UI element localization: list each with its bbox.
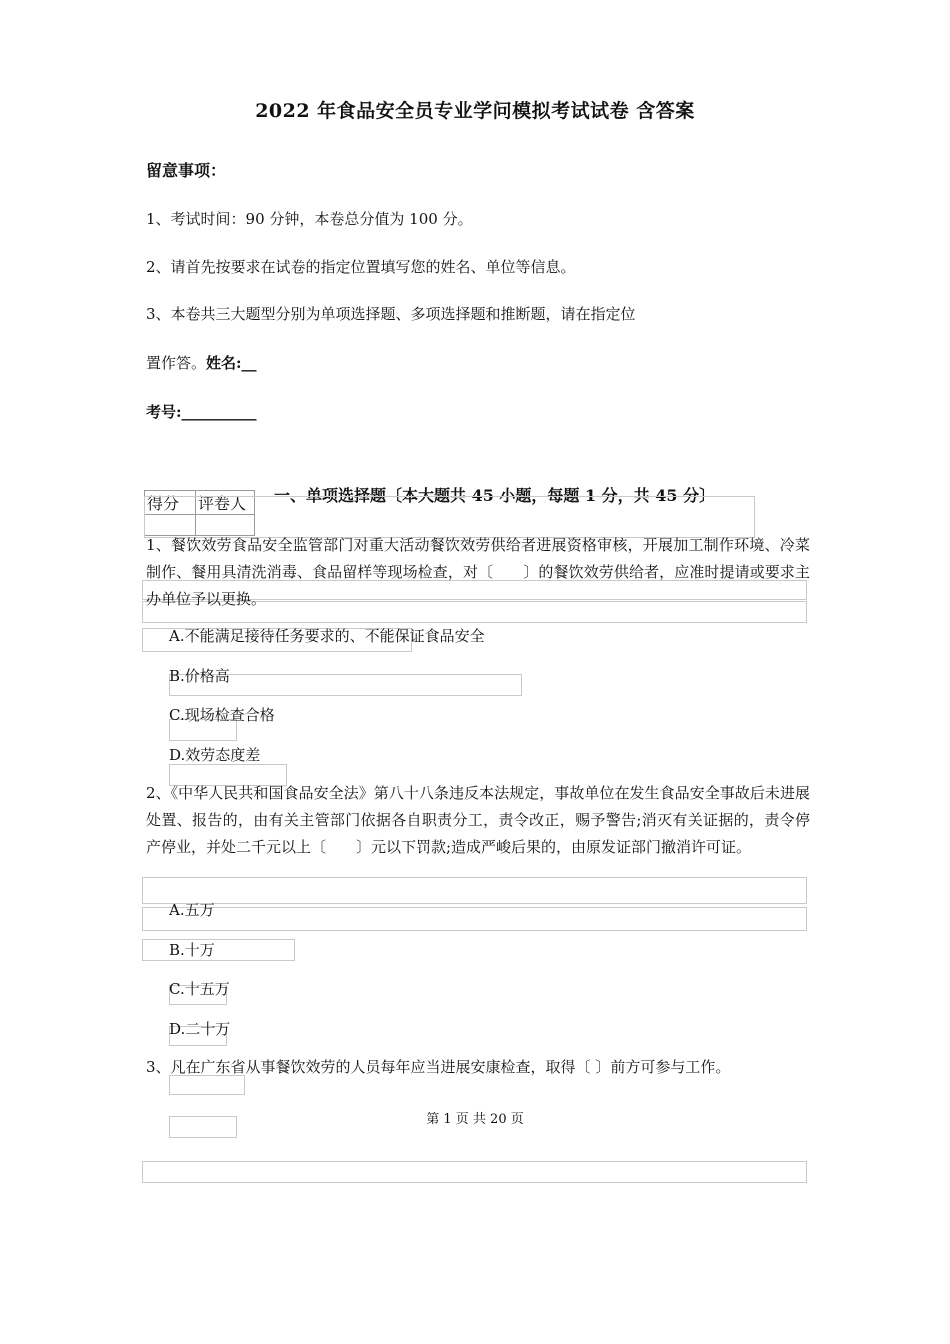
question-2-option-a: A.五万 (169, 901, 215, 919)
question-2-option-c: C.十五万 (169, 980, 230, 998)
question-1-option-d: D.效劳态度差 (169, 746, 261, 764)
notice-heading: 留意事项： (146, 161, 227, 180)
question-1-text: 1、餐饮效劳食品安全监管部门对重大活动餐饮效劳供给者进展资格审核，开展加工制作环境、冷菜制作、餐用具清洗消毒、食品留样等现场检查，对〔 〕的餐饮效劳供给者，应准时提请或要求主办单位予以更换。 (146, 536, 810, 608)
notice-continuation: 置作答。 (146, 354, 207, 372)
question-1-option-a: A.不能满足接待任务要求的、不能保证食品安全 (169, 627, 485, 645)
grader-header: 评卷人 (196, 491, 255, 515)
notice-item-3: 3、本卷共三大题型分别为单项选择题、多项选择题和推断题，请在指定位 (146, 305, 636, 323)
score-header: 得分 (145, 491, 196, 515)
question-2-option-d: D.二十万 (169, 1020, 231, 1038)
form-box (142, 1161, 807, 1183)
notice-item-1: 1、考试时间：90 分钟，本卷总分值为 100 分。 (146, 210, 473, 228)
question-1-option-b: B.价格高 (169, 667, 230, 685)
form-box (142, 877, 807, 904)
name-field-label: 姓名:__ (206, 354, 257, 372)
section-title: 一、单项选择题〔本大题共 45 小题，每题 1 分，共 45 分〕 (274, 486, 716, 505)
question-1-option-c: C.现场检查合格 (169, 706, 275, 724)
question-2-text: 2、《中华人民共和国食品安全法》第八十八条违反本法规定，事故单位在发生食品安全事故后未进展处置、报告的，由有关主管部门依据各自职责分工，责令改正，赐予警告;消灭有关证据的，责令停产停业，并处二千元以上〔 〕元以下罚款;造成严峻后果的，由原发证部门撤消许可证。 (146, 784, 810, 856)
form-box (142, 939, 295, 961)
notice-continuation-line (146, 352, 257, 373)
form-box (142, 907, 807, 931)
notice-item-2: 2、请首先按要求在试卷的指定位置填写您的姓名、单位等信息。 (146, 258, 576, 276)
exam-id-field-label: 考号:__________ (146, 403, 257, 421)
page-title: 2022 年食品安全员专业学问模拟考试试卷 含答案 (255, 100, 695, 122)
page-footer: 第 1 页 共 20 页 (426, 1112, 524, 1127)
question-3-text: 3、凡在广东省从事餐饮效劳的人员每年应当进展安康检查，取得〔 〕前方可参与工作。 (146, 1058, 731, 1076)
question-2-option-b: B.十万 (169, 941, 215, 959)
